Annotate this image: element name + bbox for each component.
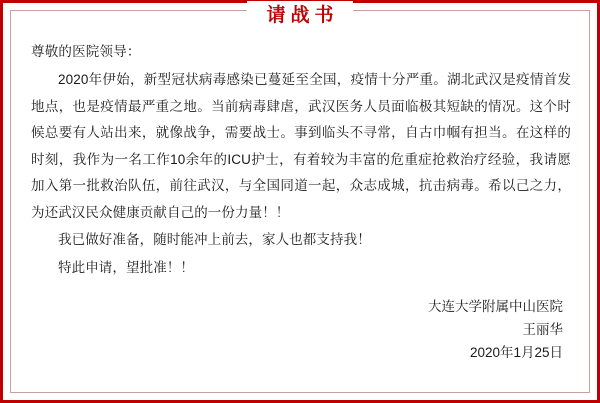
paragraph-2: 我已做好准备，随时能冲上前去，家人也都支持我！	[58, 232, 371, 247]
salutation: 尊敬的医院领导：	[31, 44, 141, 59]
signature-date: 2020年1月25日	[469, 345, 563, 360]
paragraph-1: 2020年伊始，新型冠状病毒感染已蔓延至全国，疫情十分严重。湖北武汉是疫情首发地点，也是疫情最严重之地。当前病毒肆虐，武汉医务人员面临极其短缺的情况。这个时候总要有人站出来，就像战争，需要战士。事到临头不寻常，自古巾帼有担当。在这样的时刻，我作为一名工作10余年的ICU护士，有着较为丰富的危重症抢救治疗经验，我请愿加入第一批救治队伍，前往武汉，与全国同道一起，众志成城，抗击病毒。希以己之力，为还武汉民众健康贡献自己的一份力量！！	[31, 72, 571, 220]
document-body	[31, 41, 571, 384]
signature-name: 王丽华	[522, 322, 563, 337]
title-container	[3, 1, 597, 31]
paragraph-3: 特此申请，望批准！！	[58, 259, 194, 275]
title-box	[247, 1, 352, 31]
signature-block	[31, 295, 571, 364]
signature-organization: 大连大学附属中山医院	[428, 299, 563, 314]
page-title: 请战书	[266, 5, 339, 26]
